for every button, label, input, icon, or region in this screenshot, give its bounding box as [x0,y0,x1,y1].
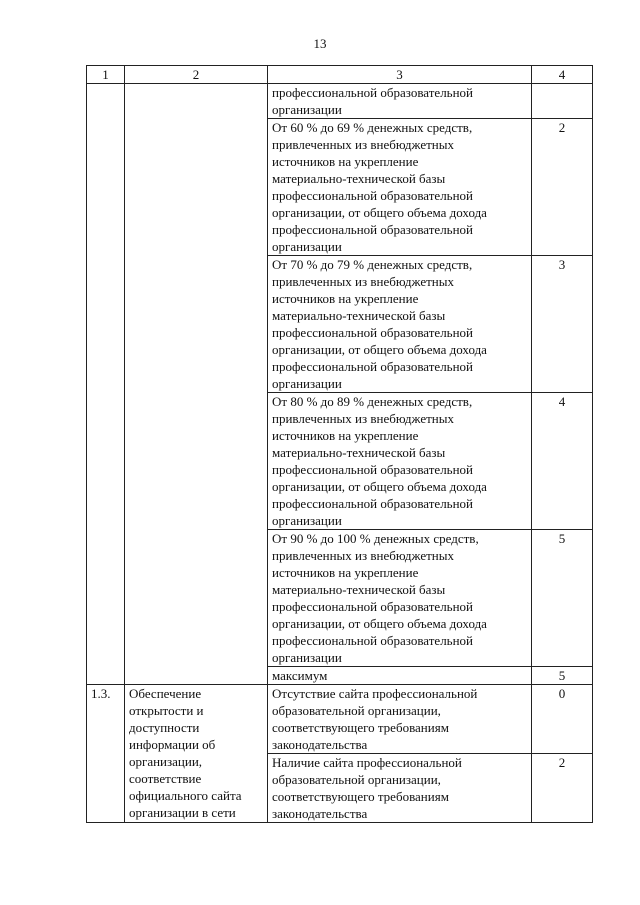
criterion-description: От 90 % до 100 % денежных средств, привлеченных из внебюджетных источников на укрепление материально-технической базы профессиональной образовательной организации, от общего объема дохода профессиональной образовательной организации [272,531,487,665]
maximum-label: максимум [272,668,328,683]
criterion-score: 2 [558,120,566,135]
criterion-description: От 60 % до 69 % денежных средств, привлеченных из внебюджетных источников на укрепление материально-технической базы профессиональной образовательной организации, от общего объема дохода профессиональной образовательной организации [272,120,487,254]
criterion-score: 5 [558,531,566,546]
continuation-title-cell [125,84,268,685]
criterion-score: 4 [558,394,566,409]
maximum-score: 5 [558,668,566,683]
criterion-description: Отсутствие сайта профессиональной образовательной организации, соответствующего требованиям законодательства [272,686,478,752]
criterion-score: 2 [558,755,566,770]
header-row [87,66,593,84]
table-header [87,66,593,84]
criterion-description: От 70 % до 79 % денежных средств, привлеченных из внебюджетных источников на укрепление материально-технической базы профессиональной образовательной организации, от общего объема дохода профессиональной образовательной организации [272,257,487,391]
criteria-table [86,65,593,823]
column-header-3: 3 [268,66,532,84]
column-header-1: 1 [87,66,125,84]
criterion-description: От 80 % до 89 % денежных средств, привлеченных из внебюджетных источников на укрепление материально-технической базы профессиональной образовательной организации, от общего объема дохода профессиональной образовательной организации [272,394,487,528]
section-title: Обеспечение открытости и доступности информации об организации, соответствие официального сайта организации в сети [129,686,242,820]
section-number: 1.3. [91,686,111,701]
table-body [87,84,593,823]
criterion-score: 3 [558,257,566,272]
column-header-2: 2 [125,66,268,84]
criterion-score: 0 [558,686,566,701]
criterion-description: Наличие сайта профессиональной образовательной организации, соответствующего требованиям законодательства [272,755,462,821]
continuation-number-cell [87,84,125,685]
table-row [87,685,593,754]
criterion-description: профессиональной образовательной организации [272,85,474,117]
page-number: 13 [313,36,327,51]
table-row [87,84,593,119]
column-header-4: 4 [532,66,593,84]
